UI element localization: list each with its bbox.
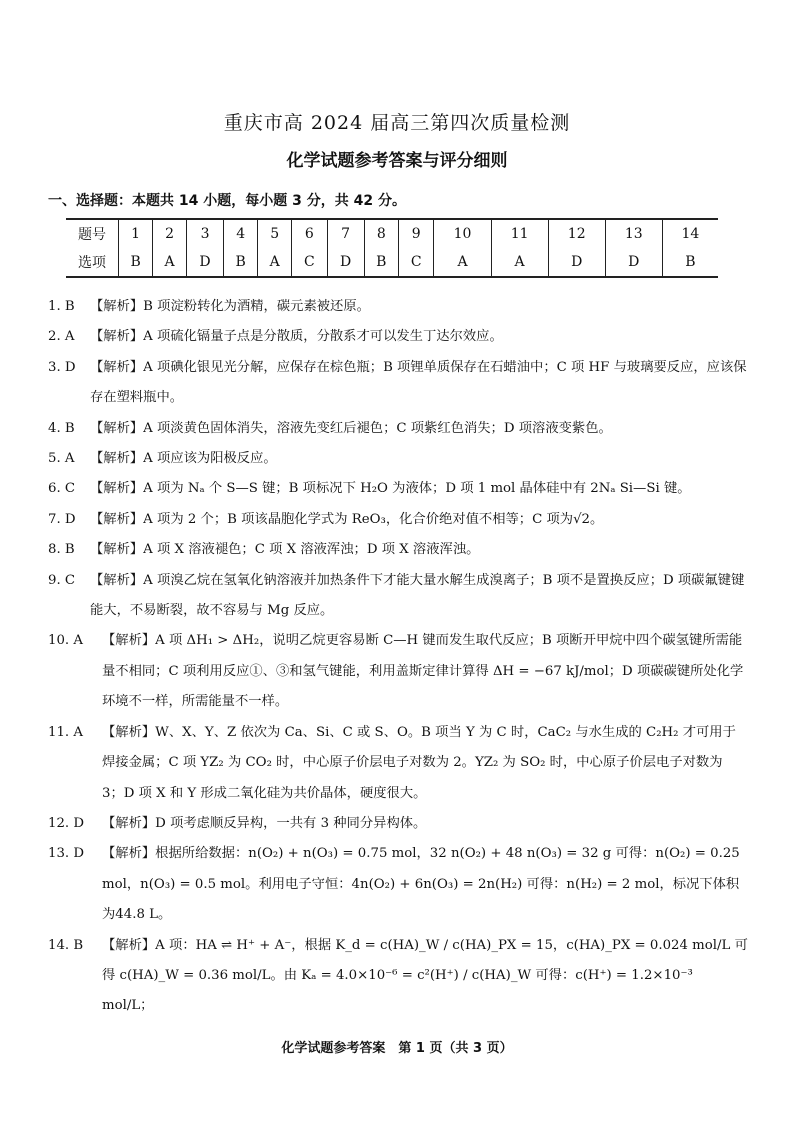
page-subtitle: 化学试题参考答案与评分细则 [286, 151, 508, 171]
item-number: 9. C [48, 572, 76, 588]
explanation-item [48, 626, 748, 717]
item-text: 【解析】B 项淀粉转化为酒精，碳元素被还原。 [90, 299, 370, 314]
explanation-item [48, 566, 748, 627]
item-number: 1. B [48, 299, 75, 314]
item-text: 【解析】A 项应该为阳极反应。 [90, 451, 277, 467]
answer-table [66, 218, 718, 278]
page-footer: 化学试题参考答案 第 1 页（共 3 页） [281, 1041, 513, 1056]
answer-cell: A [153, 248, 187, 277]
question-number: 9 [398, 219, 434, 248]
item-text: 【解析】A 项为 2 个；B 项该晶胞化学式为 ReO₃，化合价绝对值不相等；C 项为√2。 [90, 511, 604, 527]
item-text: 【解析】A 项硫化镉量子点是分散质，分散系才可以发生丁达尔效应。 [90, 329, 503, 345]
question-number: 11 [491, 219, 548, 248]
explanation-item [48, 474, 748, 504]
section-heading: 一、选择题：本题共 14 小题，每小题 3 分，共 42 分。 [48, 193, 406, 209]
answer-cell: D [548, 248, 605, 277]
item-text: 【解析】A 项 ΔH₁ > ΔH₂，说明乙烷更容易断 C—H 键而发生取代反应；B 项断开甲烷中四个碳氢键所需能量不相同；C 项利用反应①、③和氢气键能，利用盖斯定律计算得 ΔH = −67 kJ/mol；D 项碳碳键所处化学环境不一样，所需能量不一样。 [102, 633, 744, 710]
item-number: 12. D [48, 815, 85, 831]
explanation-item [48, 505, 748, 535]
explanation-item [48, 839, 748, 930]
item-text: 【解析】A 项 X 溶液褪色；C 项 X 溶液浑浊；D 项 X 溶液浑浊。 [90, 542, 480, 558]
answer-row [66, 248, 718, 277]
item-number: 5. A [48, 451, 75, 467]
item-text: 【解析】A 项为 Nₐ 个 S—S 键；B 项标况下 H₂O 为液体；D 项 1 mol 晶体硅中有 2Nₐ Si—Si 键。 [90, 481, 691, 497]
answer-cell: A [434, 248, 491, 277]
item-text: 【解析】D 项考虑顺反异构，一共有 3 种同分异构体。 [102, 815, 427, 831]
item-number: 14. B [48, 937, 84, 953]
item-number: 7. D [48, 511, 76, 527]
answer-cell: B [224, 248, 258, 277]
explanation-item [48, 718, 748, 809]
item-number: 6. C [48, 481, 76, 497]
explanation-item [48, 931, 748, 1022]
answer-cell: D [605, 248, 662, 277]
answer-cell: A [258, 248, 292, 277]
question-number: 10 [434, 219, 491, 248]
item-number: 3. D [48, 359, 76, 375]
item-number: 13. D [48, 846, 85, 862]
question-number: 6 [292, 219, 328, 248]
question-number: 1 [119, 219, 153, 248]
item-number: 2. A [48, 329, 75, 345]
item-text: 【解析】A 项淡黄色固体消失，溶液先变红后褪色；C 项紫红色消失；D 项溶液变紫色。 [90, 420, 612, 436]
question-number: 14 [662, 219, 718, 248]
item-number: 11. A [48, 724, 83, 740]
answer-cell: A [491, 248, 548, 277]
answer-cell: B [364, 248, 398, 277]
answer-cell: D [186, 248, 223, 277]
item-text: 【解析】根据所给数据：n(O₂) + n(O₃) = 0.75 mol，32 n(O₂) + 48 n(O₃) = 32 g 可得：n(O₂) = 0.25 mol，n(O₃) = 0.5 mol。利用电子守恒：4n(O₂) + 6n(O₃) = 2n(H₂) 可得：n(H₂) = 2 mol，标况下体积为44.8 L。 [102, 846, 740, 923]
item-number: 8. B [48, 542, 75, 558]
answer-cell: C [292, 248, 328, 277]
question-number: 7 [327, 219, 364, 248]
explanation-item [48, 292, 748, 322]
question-number: 8 [364, 219, 398, 248]
item-number: 10. A [48, 633, 83, 649]
answer-cell: C [398, 248, 434, 277]
item-text: 【解析】A 项：HA ⇌ H⁺ + A⁻，根据 K_d = c(HA)_W / c(HA)_PX = 15，c(HA)_PX = 0.024 mol/L 可得 c(HA)_W = 0.36 mol/L。由 Kₐ = 4.0×10⁻⁶ = c²(H⁺) / c(HA)_W 可得：c(H⁺) = 1.2×10⁻³ mol/L； [102, 937, 748, 1014]
answer-cell: B [119, 248, 153, 277]
page-title: 重庆市高 2024 届高三第四次质量检测 [223, 112, 571, 134]
item-text: 【解析】A 项溴乙烷在氢氧化钠溶液并加热条件下才能大量水解生成溴离子；B 项不是置换反应；D 项碳氟键键能大，不易断裂，故不容易与 Mg 反应。 [90, 572, 745, 619]
row-label-number: 题号 [66, 219, 119, 248]
explanation-item [48, 444, 748, 474]
number-row [66, 219, 718, 248]
answer-cell: B [662, 248, 718, 277]
question-number: 3 [186, 219, 223, 248]
question-number: 13 [605, 219, 662, 248]
explanation-item [48, 809, 748, 839]
explanation-item [48, 535, 748, 565]
item-number: 4. B [48, 420, 75, 436]
question-number: 4 [224, 219, 258, 248]
explanation-item [48, 414, 748, 444]
explanation-item [48, 353, 748, 414]
question-number: 5 [258, 219, 292, 248]
explanation-list [48, 292, 748, 1022]
question-number: 2 [153, 219, 187, 248]
answer-cell: D [327, 248, 364, 277]
explanation-item [48, 322, 748, 352]
item-text: 【解析】W、X、Y、Z 依次为 Ca、Si、C 或 S、O。B 项当 Y 为 C 时，CaC₂ 与水生成的 C₂H₂ 才可用于焊接金属；C 项 YZ₂ 为 CO₂ 时，中心原子价层电子对数为 2。YZ₂ 为 SO₂ 时，中心原子价层电子对数为 3；D 项 X 和 Y 形成二氧化硅为共价晶体，硬度很大。 [102, 724, 736, 801]
question-number: 12 [548, 219, 605, 248]
item-text: 【解析】A 项碘化银见光分解，应保存在棕色瓶；B 项锂单质保存在石蜡油中；C 项 HF 与玻璃要反应，应该保存在塑料瓶中。 [90, 359, 747, 406]
row-label-answer: 选项 [66, 248, 119, 277]
